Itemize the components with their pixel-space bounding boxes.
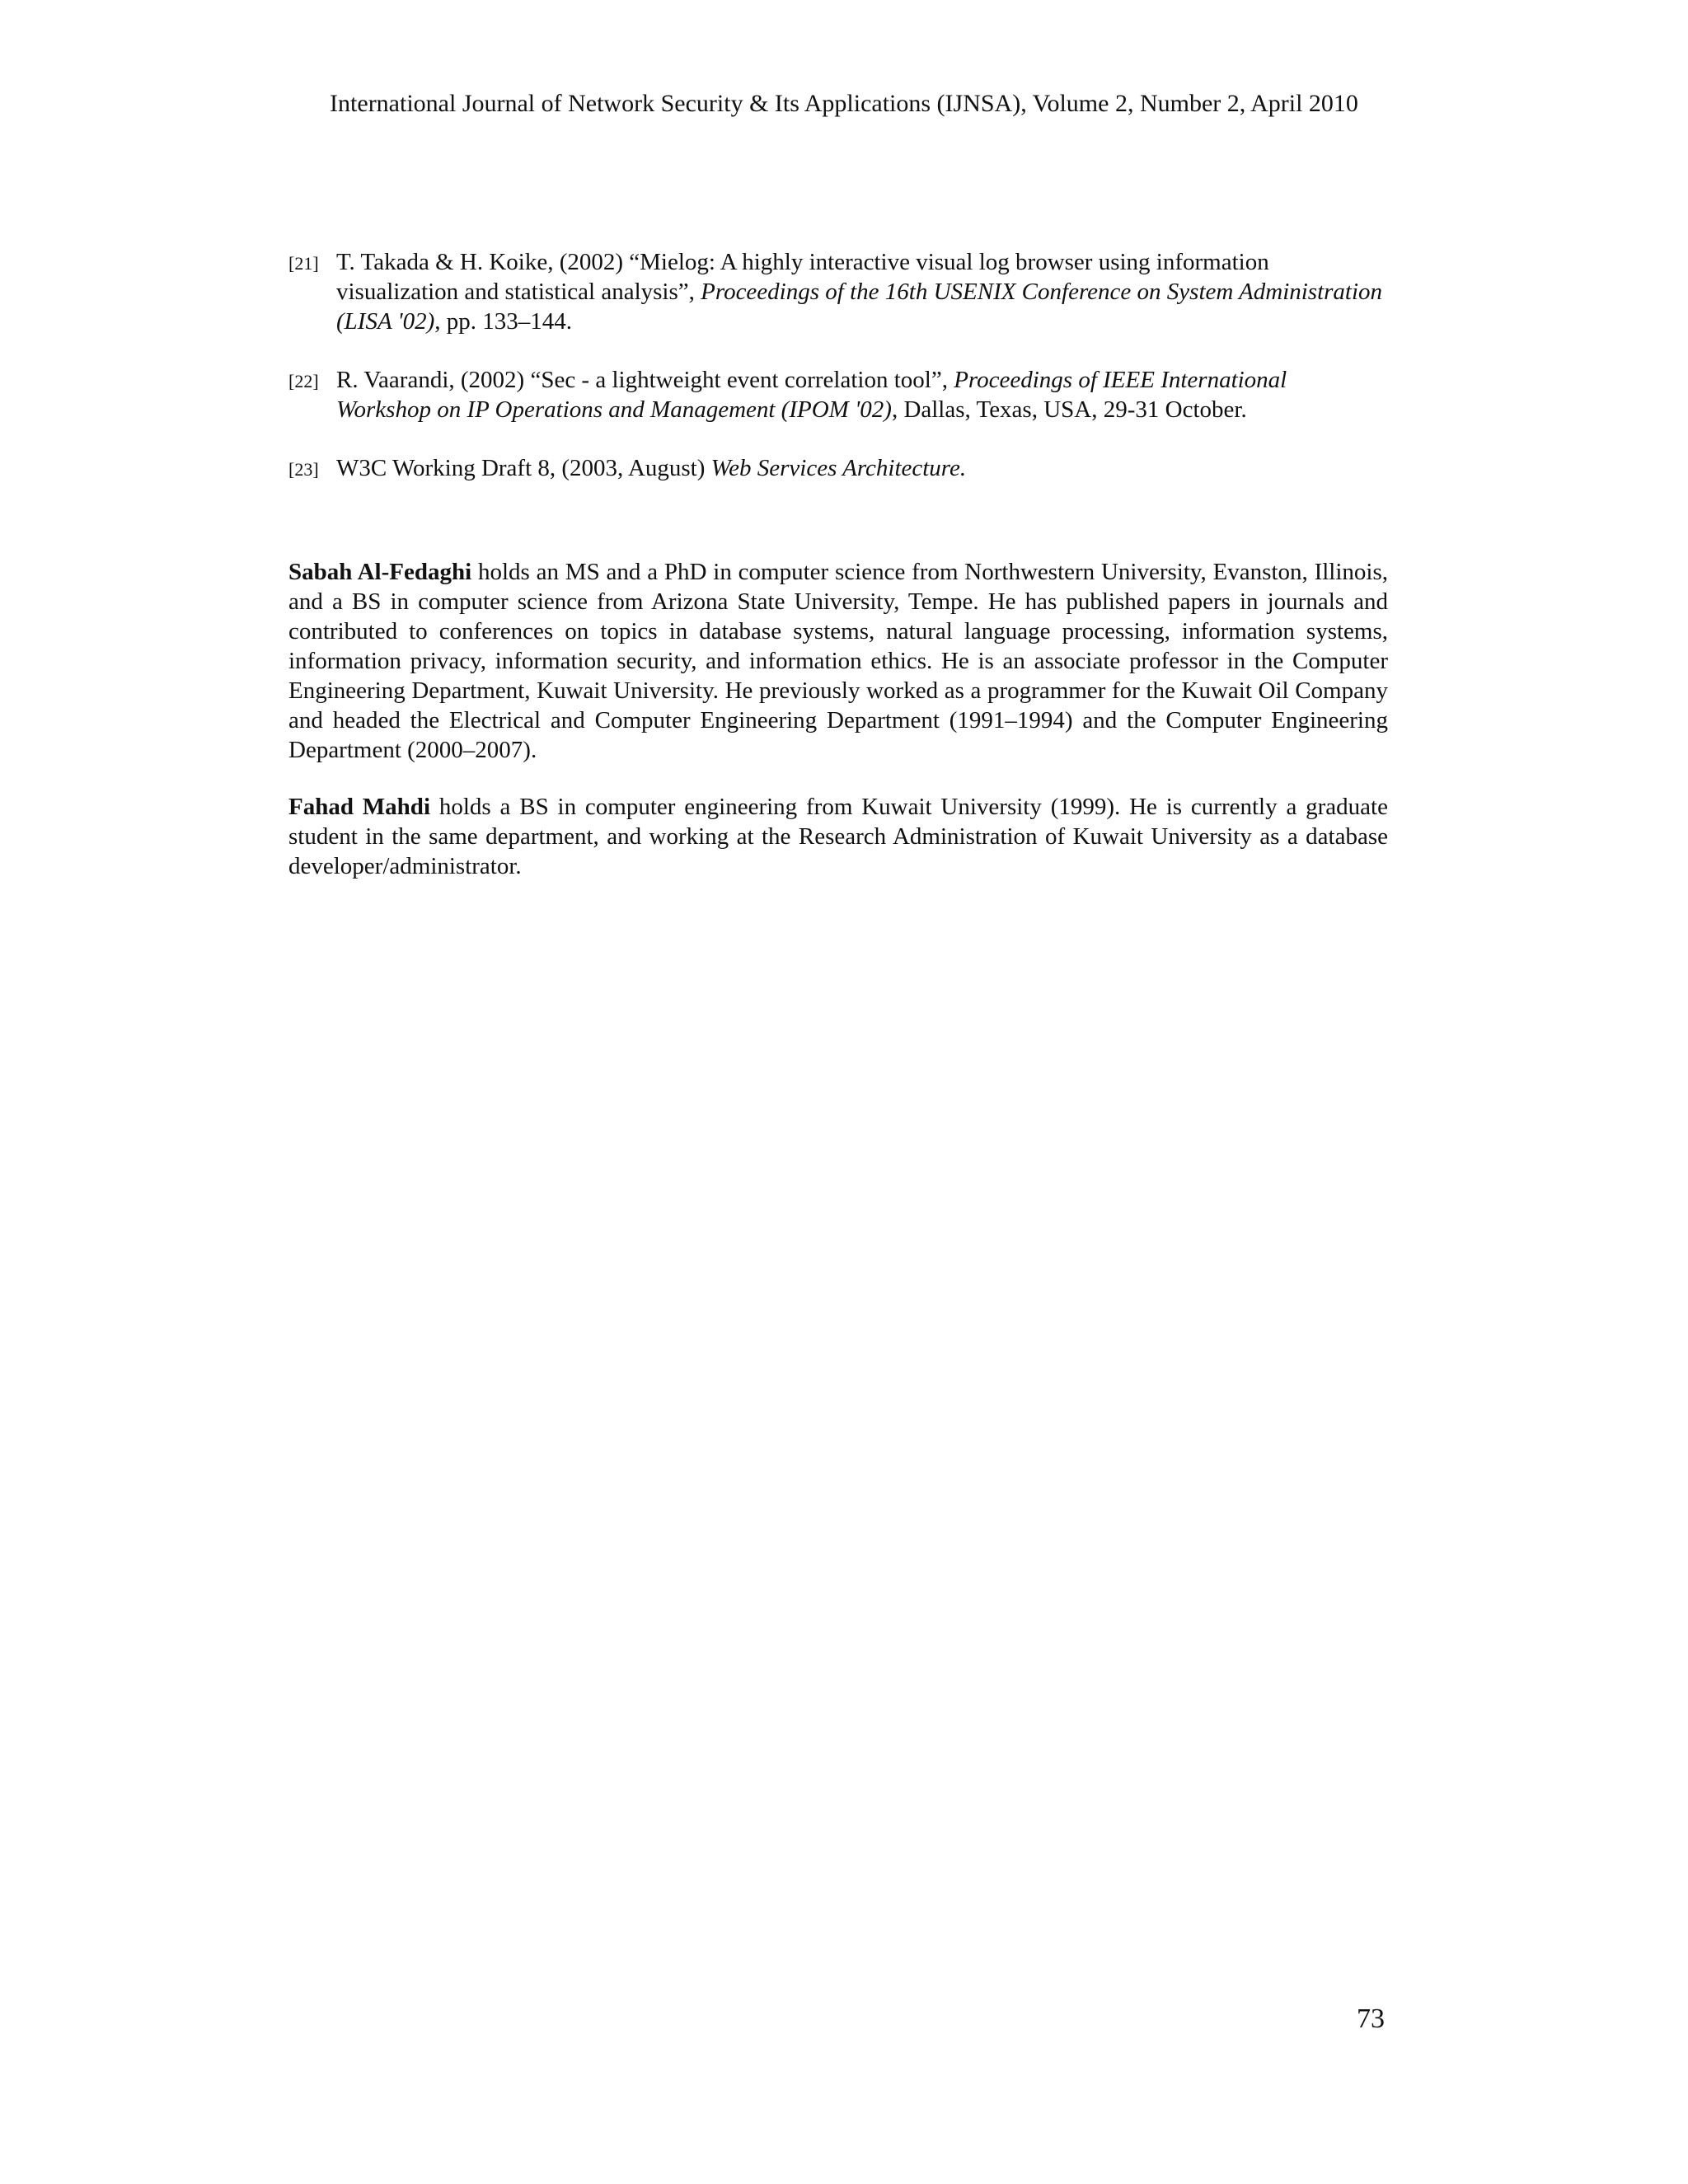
reference-number: [23] xyxy=(288,459,319,480)
author-bio-text: holds a BS in computer engineering from Kuwait University (1999). He is currently a graduate student in the same department, and working at the Research Administration of Kuwait University as a database developer/administrator. xyxy=(288,794,1388,879)
reference-list xyxy=(288,247,1385,512)
reference-text: R. Vaarandi, (2002) “Sec - a lightweight event correlation tool”, xyxy=(336,367,954,393)
reference-venue: Web Services Architecture. xyxy=(710,455,967,481)
reference-23 xyxy=(288,453,1385,483)
reference-21 xyxy=(288,247,1385,336)
author-bio-text: holds an MS and a PhD in computer science from Northwestern University, Evanston, Illinois, and a BS in computer science from Arizona State University, Tempe. He has published papers in journals and contributed to conferences on topics in database systems, natural language processing, information systems, information privacy, information security, and information ethics. He is an associate professor in the Computer Engineering Department, Kuwait University. He previously worked as a programmer for the Kuwait Oil Company and headed the Electrical and Computer Engineering Department (1991–1994) and the Computer Engineering Department (2000–2007). xyxy=(288,559,1388,763)
author-bio-mahdi xyxy=(288,792,1388,881)
author-biographies xyxy=(288,557,1388,908)
reference-number: [22] xyxy=(288,371,319,391)
reference-text: T. Takada & H. Koike, (2002) “Mielog: A highly interactive visual log browser using information visualization and statistical analysis”, xyxy=(336,249,1269,305)
reference-tail: , Dallas, Texas, USA, 29-31 October. xyxy=(891,396,1247,423)
reference-venue: Proceedings of the 16th USENIX Conference on System Administration (LISA '02) xyxy=(336,279,1383,335)
reference-venue: Proceedings of IEEE International Workshop on IP Operations and Management (IPOM '02) xyxy=(336,367,1287,423)
author-name: Fahad Mahdi xyxy=(288,794,430,820)
author-bio-al-fedaghi xyxy=(288,557,1388,765)
running-head: International Journal of Network Security & Its Applications (IJNSA), Volume 2, Number 2, April 2010 xyxy=(330,90,1358,117)
reference-text: W3C Working Draft 8, (2003, August) xyxy=(336,455,711,481)
page-number: 73 xyxy=(1357,2004,1385,2034)
reference-22 xyxy=(288,365,1385,424)
author-name: Sabah Al-Fedaghi xyxy=(288,559,472,585)
reference-number: [21] xyxy=(288,253,319,274)
reference-tail: , pp. 133–144. xyxy=(434,308,572,335)
